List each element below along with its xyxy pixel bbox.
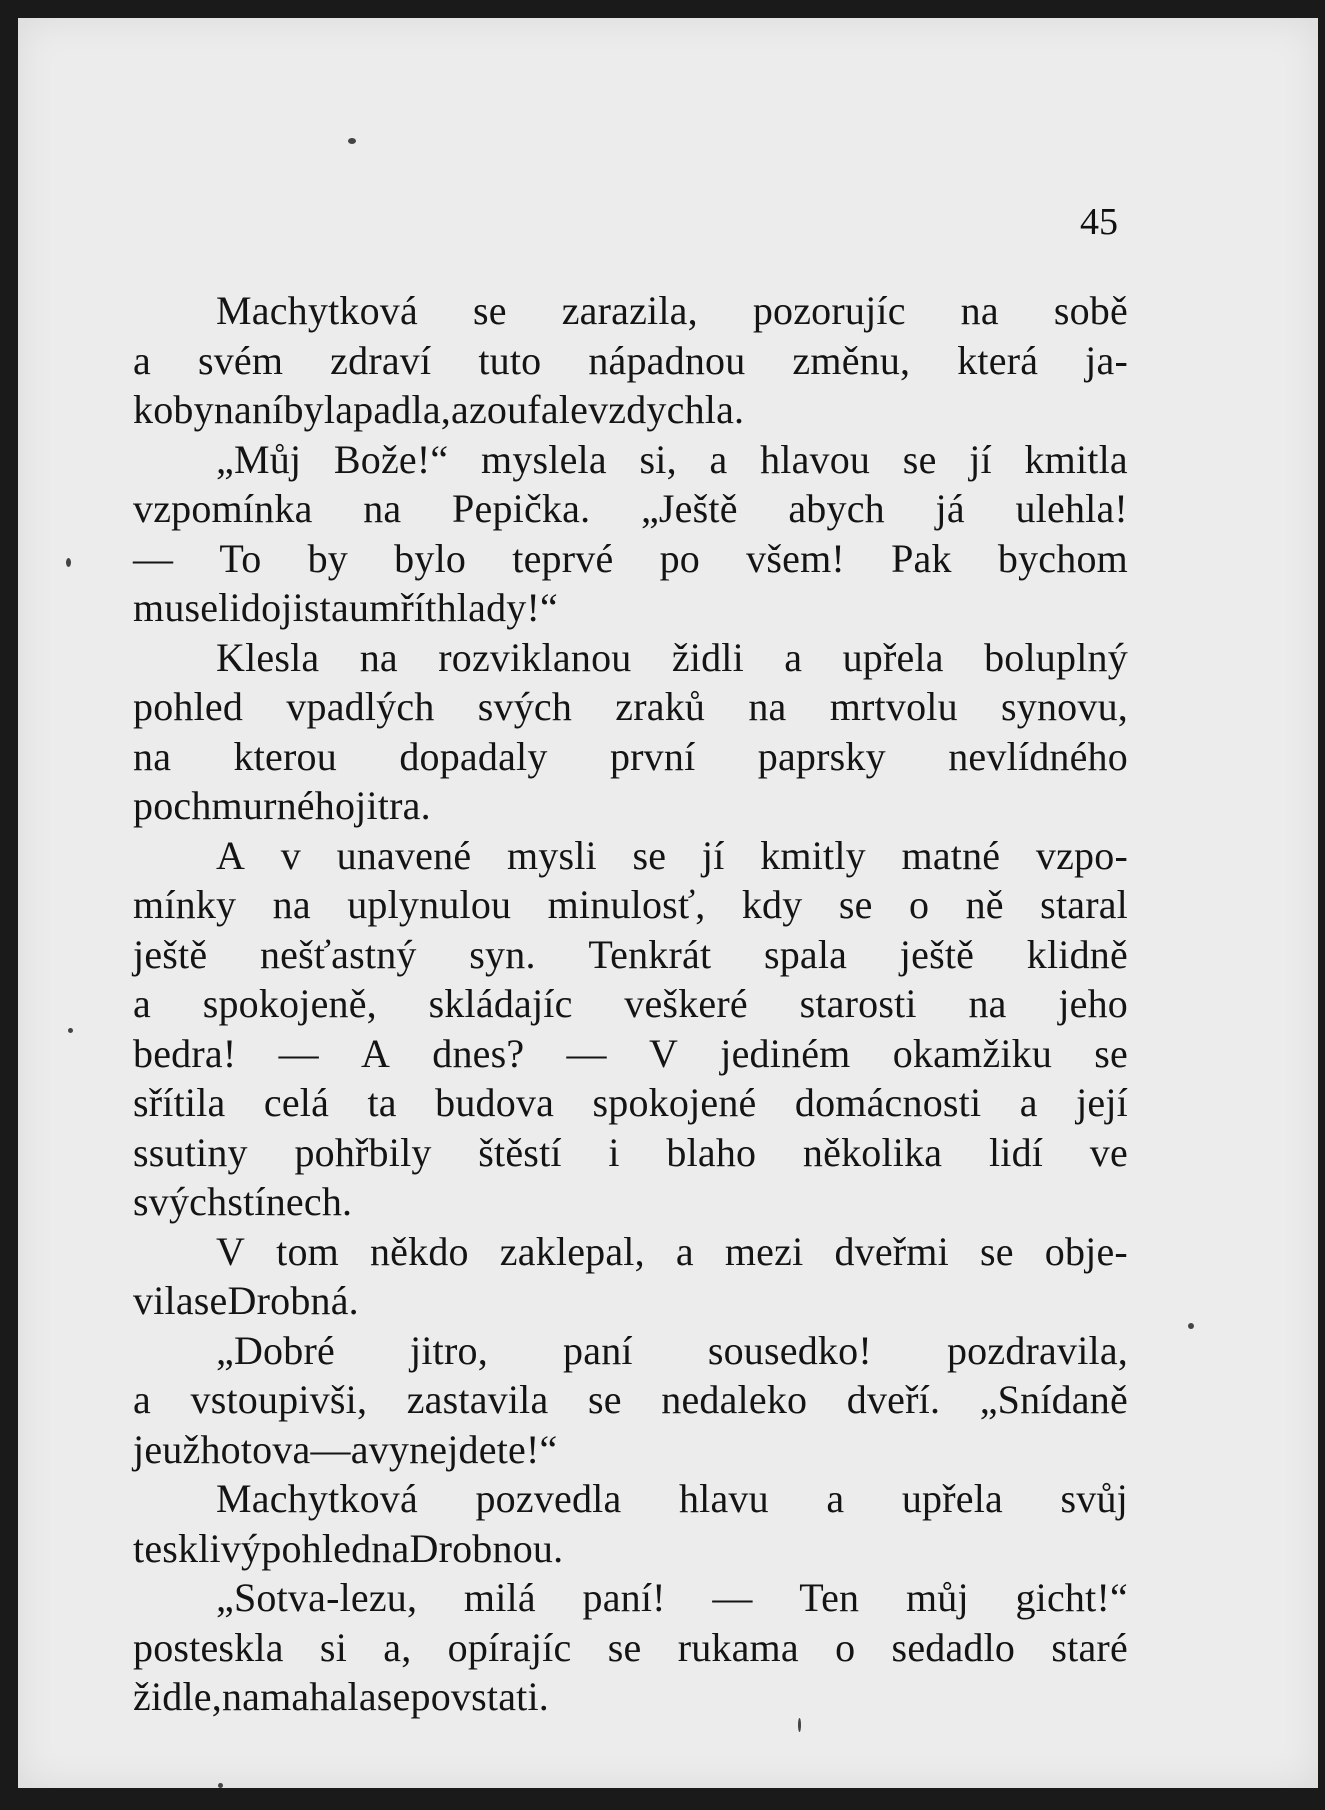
word: syn.: [469, 931, 536, 977]
word: ještě: [133, 931, 208, 977]
word: a: [675, 1228, 694, 1274]
word: na: [359, 634, 398, 680]
word: minulosť,: [547, 882, 706, 927]
text-line: [133, 484, 1128, 534]
word: můj: [905, 1575, 969, 1620]
word: matné: [901, 832, 1001, 878]
word: pozvedla: [475, 1476, 622, 1521]
word: na: [363, 486, 402, 531]
word: na: [968, 981, 1007, 1026]
word: a: [133, 981, 151, 1026]
word: dojista: [240, 585, 349, 630]
text-line: [133, 732, 1128, 782]
word: pohled: [133, 684, 244, 729]
word: svých: [477, 684, 573, 729]
word: a: [1019, 1080, 1038, 1125]
text-line: [133, 1177, 1128, 1227]
word: bedra!: [133, 1030, 237, 1076]
word: zraků: [615, 684, 706, 729]
word: pohled: [261, 1525, 372, 1571]
word: byla: [283, 387, 354, 432]
text-line: [133, 1375, 1128, 1425]
word: se: [587, 1377, 622, 1422]
word: V: [216, 1228, 246, 1274]
word: blaho: [666, 1129, 757, 1175]
word: se: [838, 882, 873, 927]
word: by: [307, 535, 348, 581]
word: svém: [197, 337, 284, 383]
word: bychom: [997, 535, 1128, 581]
word: sobě: [1053, 288, 1128, 333]
word: na: [213, 387, 252, 432]
word: Ten: [799, 1575, 860, 1620]
word: kterou: [233, 733, 337, 779]
word: ní: [251, 387, 284, 432]
word: V: [648, 1030, 679, 1076]
text-line: [133, 1326, 1128, 1376]
word: vstoupivši,: [190, 1377, 368, 1422]
word: „Ještě: [640, 486, 738, 531]
word: spokojeně,: [202, 981, 377, 1026]
word: a: [133, 1377, 151, 1422]
word: zoufale: [468, 387, 589, 432]
word: o: [835, 1624, 856, 1670]
word: se: [193, 1278, 228, 1323]
word: milá: [463, 1575, 536, 1620]
print-speck: [348, 138, 356, 144]
word: Tenkrát: [588, 931, 712, 977]
word: Pak: [891, 535, 952, 581]
word: se: [376, 1674, 411, 1719]
word: stínech.: [227, 1179, 353, 1224]
word: a: [450, 387, 469, 432]
word: mínky: [133, 882, 237, 927]
body-text: [133, 286, 1128, 1722]
word: zdraví: [330, 337, 432, 383]
word: mezi: [724, 1228, 804, 1274]
word: židli: [671, 634, 744, 680]
word: pohřbily: [294, 1129, 432, 1175]
word: vzdychla.: [588, 387, 745, 432]
word: budova: [435, 1080, 555, 1125]
print-speck: [68, 1028, 73, 1033]
word: abych: [788, 486, 885, 531]
word: já: [935, 486, 965, 531]
word: upřela: [842, 634, 944, 680]
word: všem!: [746, 535, 845, 581]
word: —: [278, 1030, 319, 1076]
word: jeho: [1058, 981, 1128, 1026]
word: A: [216, 832, 246, 878]
text-line: [133, 385, 1128, 435]
text-line: [133, 880, 1128, 930]
word: koby: [133, 387, 214, 432]
word: tuto: [478, 337, 542, 383]
word: která: [957, 337, 1039, 383]
word: „Dobré: [216, 1327, 335, 1373]
word: povstati.: [410, 1674, 549, 1719]
word: se: [632, 832, 667, 878]
word: hotova: [200, 1426, 311, 1472]
text-line: [133, 1573, 1128, 1623]
word: Drobná.: [227, 1278, 359, 1323]
word: vzpo-: [1035, 832, 1128, 878]
word: hlavou: [760, 436, 871, 482]
word: vila: [133, 1278, 194, 1323]
word: jediném: [720, 1030, 851, 1076]
word: nejdete!“: [409, 1426, 558, 1472]
word: sousedko!: [707, 1327, 872, 1373]
text-line: [133, 286, 1128, 336]
text-line: [133, 534, 1128, 584]
word: její: [1076, 1080, 1128, 1125]
print-speck: [218, 1783, 223, 1788]
word: na: [371, 1525, 410, 1571]
word: pochmurného: [133, 783, 356, 828]
word: myslela: [481, 436, 607, 482]
word: je: [133, 1426, 163, 1472]
text-line: [133, 336, 1128, 386]
word: nevlídného: [948, 733, 1128, 779]
text-line: [133, 1672, 1128, 1722]
word: štěstí: [478, 1129, 562, 1175]
word: po: [659, 535, 700, 581]
word: bylo: [394, 535, 467, 581]
word: klidně: [1026, 931, 1128, 977]
print-speck: [798, 1718, 801, 1732]
word: spokojené: [592, 1080, 757, 1125]
word: celá: [263, 1080, 330, 1125]
word: „Sotva-lezu,: [216, 1575, 418, 1620]
word: vy: [368, 1426, 410, 1472]
word: dveří.: [846, 1377, 941, 1422]
word: jitro,: [410, 1327, 488, 1373]
print-speck: [1188, 1323, 1194, 1329]
word: ta: [367, 1080, 397, 1125]
word: uplynulou: [347, 882, 512, 927]
word: skládajíc: [428, 981, 573, 1026]
word: rukama: [677, 1624, 799, 1670]
word: se: [902, 436, 937, 482]
word: někdo: [369, 1228, 469, 1274]
word: zarazila,: [561, 288, 698, 333]
text-line: [133, 1474, 1128, 1524]
word: se: [472, 288, 507, 333]
word: zastavila: [406, 1377, 549, 1422]
word: To: [219, 535, 262, 581]
text-line: [133, 1128, 1128, 1178]
word: gicht!“: [1015, 1575, 1128, 1620]
word: A: [360, 1030, 391, 1076]
word: paní!: [582, 1575, 666, 1620]
word: ulehla!: [1015, 486, 1128, 531]
word: kmitly: [760, 832, 866, 878]
word: i: [608, 1129, 620, 1175]
word: hlavu: [678, 1476, 769, 1521]
word: ně: [965, 882, 1004, 927]
word: a: [350, 1426, 369, 1472]
word: dnes?: [432, 1030, 525, 1076]
word: domácnosti: [794, 1080, 982, 1125]
word: kmitla: [1024, 436, 1128, 482]
text-line: [133, 682, 1128, 732]
word: už: [162, 1426, 201, 1472]
word: nešťastný: [259, 931, 417, 977]
page-number: 45: [1080, 201, 1118, 243]
word: svých: [133, 1179, 228, 1224]
word: ve: [1089, 1129, 1128, 1175]
word: a: [709, 436, 728, 482]
word: okamžiku: [892, 1030, 1053, 1076]
word: dopadaly: [399, 733, 548, 779]
word: několika: [802, 1129, 943, 1175]
word: Bože!“: [333, 436, 449, 482]
word: mysli: [506, 832, 597, 878]
word: „Můj: [216, 436, 302, 482]
word: „Snídaně: [979, 1377, 1128, 1422]
word: si,: [639, 436, 677, 482]
word: Machytková: [216, 288, 418, 333]
word: mrtvolu: [829, 684, 958, 729]
word: na: [133, 733, 172, 779]
word: a,: [383, 1624, 412, 1670]
word: opírajíc: [447, 1624, 572, 1670]
word: a: [133, 337, 151, 383]
word: první: [609, 733, 696, 779]
text-line: [133, 1227, 1128, 1277]
word: jí: [969, 436, 992, 482]
word: starosti: [799, 981, 917, 1026]
text-line: [133, 979, 1128, 1029]
book-page: [18, 18, 1318, 1788]
word: museli: [133, 585, 241, 630]
text-line: [133, 1425, 1128, 1475]
word: sřítila: [133, 1080, 226, 1125]
word: namahala: [221, 1674, 377, 1719]
word: umřít: [348, 585, 437, 630]
text-line: [133, 1524, 1128, 1574]
text-line: [133, 583, 1128, 633]
word: vzpomínka: [133, 486, 313, 531]
word: spala: [763, 931, 848, 977]
word: ještě: [899, 931, 975, 977]
word: se: [607, 1624, 642, 1670]
word: na: [748, 684, 787, 729]
word: nedaleko: [661, 1377, 808, 1422]
word: Pepička.: [452, 486, 591, 531]
word: sedadlo: [891, 1624, 1016, 1670]
word: —: [133, 535, 174, 581]
word: na: [960, 288, 999, 333]
text-line: [133, 1029, 1128, 1079]
word: ja-: [1085, 337, 1128, 383]
word: tesklivý: [133, 1525, 262, 1571]
word: pozdravila,: [946, 1327, 1128, 1373]
word: Klesla: [216, 634, 320, 680]
word: —: [310, 1426, 351, 1472]
word: se: [979, 1228, 1014, 1274]
word: paprsky: [757, 733, 886, 779]
word: kdy: [741, 882, 803, 927]
word: a: [826, 1476, 845, 1521]
word: teprvé: [512, 535, 614, 581]
text-line: [133, 1078, 1128, 1128]
word: jitra.: [355, 783, 431, 828]
word: svůj: [1060, 1476, 1128, 1521]
word: se: [1094, 1030, 1128, 1076]
word: si: [319, 1624, 348, 1670]
word: obje-: [1044, 1228, 1128, 1274]
word: lidí: [988, 1129, 1044, 1175]
text-line: [133, 633, 1128, 683]
word: —: [566, 1030, 607, 1076]
word: ssutiny: [133, 1129, 248, 1175]
word: na: [272, 882, 311, 927]
word: —: [712, 1575, 753, 1620]
word: pozorujíc: [752, 288, 906, 333]
print-speck: [66, 558, 71, 567]
word: rozviklanou: [438, 634, 632, 680]
word: o: [909, 882, 930, 927]
text-line: [133, 1623, 1128, 1673]
word: staré: [1051, 1624, 1128, 1670]
word: staral: [1040, 882, 1128, 927]
word: a: [784, 634, 803, 680]
word: zaklepal,: [499, 1228, 645, 1274]
word: synovu,: [1001, 684, 1128, 729]
word: Drobnou.: [409, 1525, 564, 1571]
word: v: [280, 832, 301, 878]
word: jí: [701, 832, 725, 878]
word: unavené: [336, 832, 472, 878]
word: posteskla: [133, 1624, 284, 1670]
word: paní: [563, 1327, 633, 1373]
word: boluplný: [984, 634, 1128, 680]
word: veškeré: [624, 981, 748, 1026]
word: padla,: [353, 387, 451, 432]
text-line: [133, 1276, 1128, 1326]
text-line: [133, 435, 1128, 485]
word: Machytková: [216, 1476, 418, 1521]
word: tom: [276, 1228, 339, 1274]
word: změnu,: [792, 337, 911, 383]
word: vpadlých: [286, 684, 435, 729]
word: hlady!“: [436, 585, 558, 630]
text-line: [133, 781, 1128, 831]
text-line: [133, 930, 1128, 980]
word: nápadnou: [588, 337, 746, 383]
word: dveřmi: [834, 1228, 949, 1274]
text-line: [133, 831, 1128, 881]
word: židle,: [133, 1674, 222, 1719]
word: upřela: [901, 1476, 1003, 1521]
